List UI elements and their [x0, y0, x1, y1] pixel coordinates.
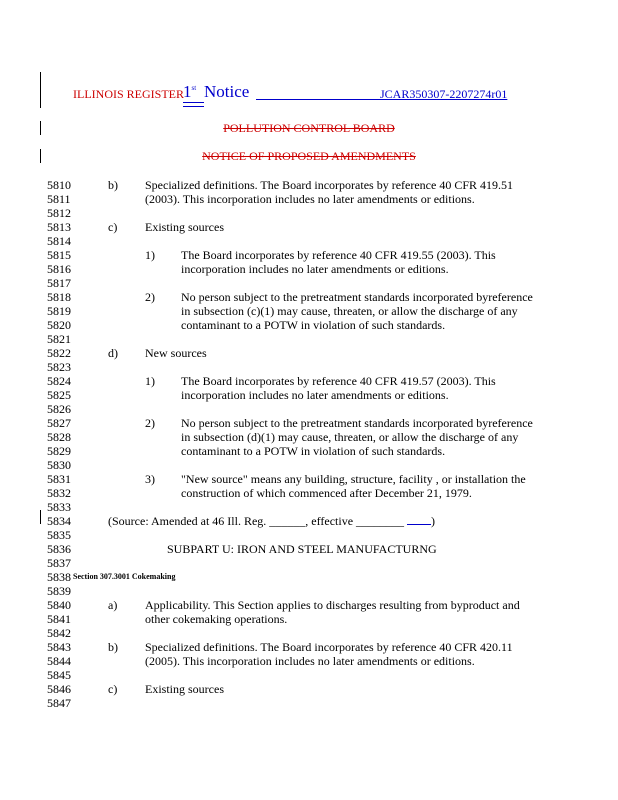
line-number: 5810 — [47, 178, 71, 192]
label-d: d) — [108, 346, 118, 360]
source-note-close: ) — [431, 514, 436, 528]
register-title: ILLINOIS REGISTER — [73, 87, 184, 101]
line-number: 5811 — [47, 192, 71, 206]
text-d: New sources — [145, 346, 207, 360]
source-note — [108, 514, 435, 528]
line-number: 5827 — [47, 416, 71, 430]
line-number: 5842 — [47, 626, 71, 640]
line-number: 5826 — [47, 402, 71, 416]
line-number: 5818 — [47, 290, 71, 304]
text-d2-line3: contaminant to a POTW in violation of such standards. — [181, 444, 446, 458]
line-number: 5833 — [47, 500, 71, 514]
line-number: 5846 — [47, 682, 71, 696]
section-heading: Section 307.3001 Cokemaking — [73, 572, 176, 581]
line-number: 5828 — [47, 430, 71, 444]
line-number: 5817 — [47, 276, 71, 290]
line-number: 5824 — [47, 374, 71, 388]
label-c1: 1) — [145, 248, 155, 262]
line-number: 5812 — [47, 206, 71, 220]
text-d2-line1: No person subject to the pretreatment standards incorporated byreference — [181, 416, 533, 430]
line-number: 5825 — [47, 388, 71, 402]
line-number: 5843 — [47, 640, 71, 654]
line-number: 5839 — [47, 584, 71, 598]
line-number: 5844 — [47, 654, 71, 668]
label-b: b) — [108, 178, 118, 192]
line-number: 5819 — [47, 304, 71, 318]
line-number: 5847 — [47, 696, 71, 710]
line-number: 5815 — [47, 248, 71, 262]
line-number: 5823 — [47, 360, 71, 374]
label-a2: a) — [108, 598, 118, 612]
notice-label: Notice — [204, 82, 250, 101]
line-number: 5845 — [47, 668, 71, 682]
text-a2-line2: other cokemaking operations. — [145, 612, 288, 626]
heading-notice: NOTICE OF PROPOSED AMENDMENTS — [202, 149, 416, 163]
label-b2: b) — [108, 640, 118, 654]
line-number: 5835 — [47, 528, 71, 542]
line-number: 5840 — [47, 598, 71, 612]
text-d2-line2: in subsection (d)(1) may cause, threaten, or allow the discharge of any — [181, 430, 519, 444]
line-number: 5841 — [47, 612, 71, 626]
label-d3: 3) — [145, 472, 155, 486]
text-c: Existing sources — [145, 220, 224, 234]
text-c1-line2: incorporation includes no later amendments or editions. — [181, 262, 449, 276]
line-number: 5831 — [47, 472, 71, 486]
line-number: 5821 — [47, 332, 71, 346]
change-bar-header — [40, 72, 41, 108]
text-c2-line3: contaminant to a POTW in violation of such standards. — [181, 318, 446, 332]
text-d1-line2: incorporation includes no later amendments or editions. — [181, 388, 449, 402]
line-number: 5813 — [47, 220, 71, 234]
line-number: 5820 — [47, 318, 71, 332]
label-c3: c) — [108, 682, 118, 696]
inserted-blank — [407, 514, 431, 525]
jcar-reference: JCAR350307-2207274r01 — [380, 87, 508, 101]
ordinal-underline — [183, 106, 204, 107]
line-number: 5814 — [47, 234, 71, 248]
text-b-line1: Specialized definitions. The Board incorporates by reference 40 CFR 419.51 — [145, 178, 514, 192]
line-number: 5830 — [47, 458, 71, 472]
text-c1-line1: The Board incorporates by reference 40 CFR 419.55 (2003). This — [181, 248, 496, 262]
subpart-heading: SUBPART U: IRON AND STEEL MANUFACTURNG — [167, 542, 437, 556]
line-number: 5816 — [47, 262, 71, 276]
text-b2-line2: (2005). This incorporation includes no later amendments or editions. — [145, 654, 475, 668]
line-number: 5836 — [47, 542, 71, 556]
line-number: 5822 — [47, 346, 71, 360]
source-note-text: (Source: Amended at 46 Ill. Reg. ______, effective ________ — [108, 514, 405, 528]
line-number: 5834 — [47, 514, 71, 528]
text-d1-line1: The Board incorporates by reference 40 CFR 419.57 (2003). This — [181, 374, 496, 388]
label-c2: 2) — [145, 290, 155, 304]
text-c2-line1: No person subject to the pretreatment standards incorporated byreference — [181, 290, 533, 304]
label-d1: 1) — [145, 374, 155, 388]
line-number: 5838 — [47, 570, 71, 584]
register-header — [73, 82, 513, 108]
text-b2-line1: Specialized definitions. The Board incorporates by reference 40 CFR 420.11 — [145, 640, 513, 654]
line-number: 5837 — [47, 556, 71, 570]
line-number: 5832 — [47, 486, 71, 500]
text-d3-line2: construction of which commenced after December 21, 1979. — [181, 486, 472, 500]
line-number: 5829 — [47, 444, 71, 458]
label-d2: 2) — [145, 416, 155, 430]
text-c3: Existing sources — [145, 682, 224, 696]
ordinal-underline — [183, 102, 204, 103]
label-c: c) — [108, 220, 118, 234]
text-b-line2: (2003). This incorporation includes no later amendments or editions. — [145, 192, 475, 206]
text-d3-line1: "New source" means any building, structure, facility , or installation the — [181, 472, 526, 486]
text-c2-line2: in subsection (c)(1) may cause, threaten, or allow the discharge of any — [181, 304, 518, 318]
ordinal-notice-number: 1st — [183, 82, 197, 101]
change-bar-source — [40, 510, 41, 524]
heading-board: POLLUTION CONTROL BOARD — [223, 121, 395, 135]
text-a2-line1: Applicability. This Section applies to discharges resulting from byproduct and — [145, 598, 520, 612]
